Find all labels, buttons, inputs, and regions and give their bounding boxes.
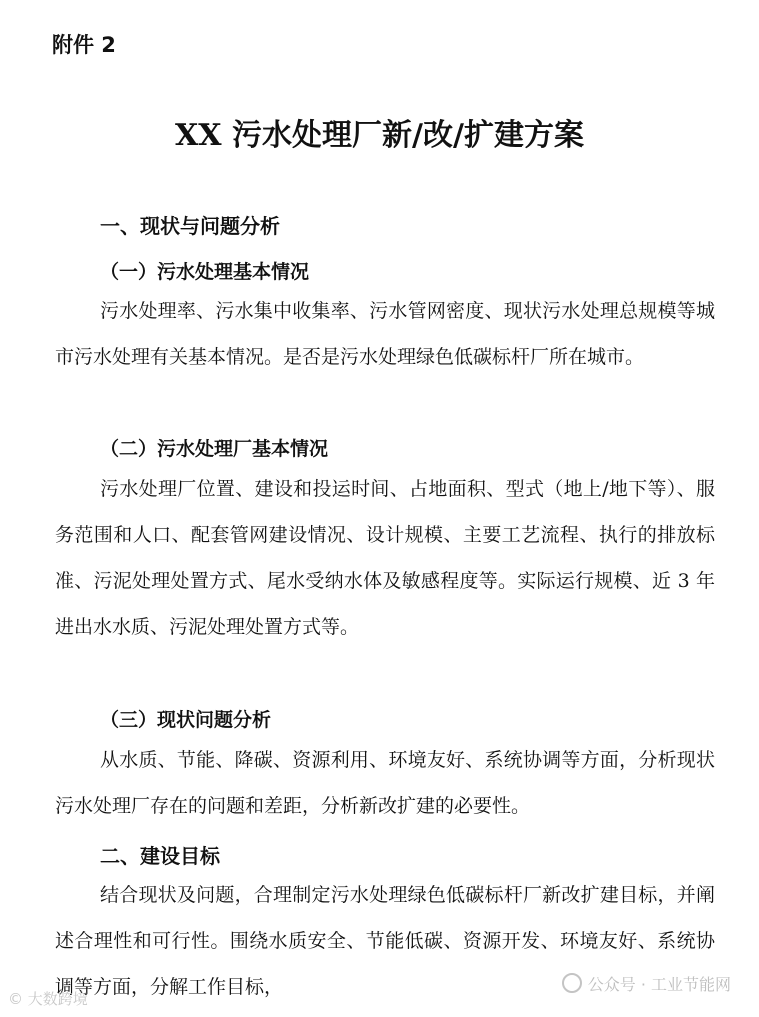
watermark-left: © 大数跨境 bbox=[8, 990, 88, 1008]
attachment-label: 附件 2 bbox=[52, 33, 116, 57]
section-1-1-heading: （一）污水处理基本情况 bbox=[100, 261, 310, 283]
watermark-right-text: 公众号 · 工业节能网 bbox=[587, 975, 731, 994]
section-1-2-heading: （二）污水处理厂基本情况 bbox=[100, 438, 329, 460]
section-1-3-heading: （三）现状问题分析 bbox=[100, 709, 272, 731]
section-1-1-paragraph: 污水处理率、污水集中收集率、污水管网密度、现状污水处理总规模等城市污水处理有关基本情况。是否是污水处理绿色低碳标杆厂所在城市。 bbox=[55, 300, 715, 368]
watermark-right bbox=[562, 972, 731, 995]
section-1-2-paragraph: 污水处理厂位置、建设和投运时间、占地面积、型式（地上/地下等）、服务范围和人口、配套管网建设情况、设计规模、主要工艺流程、执行的排放标准、污泥处理处置方式、尾水受纳水体及敏感程度等。实际运行规模、近 3 年进出水水质、污泥处理处置方式等。 bbox=[55, 478, 715, 638]
section-2-heading: 二、建设目标 bbox=[100, 844, 220, 868]
section-1-heading: 一、现状与问题分析 bbox=[100, 214, 280, 238]
section-1-3-paragraph: 从水质、节能、降碳、资源利用、环境友好、系统协调等方面，分析现状污水处理厂存在的问题和差距，分析新改扩建的必要性。 bbox=[55, 749, 715, 817]
wechat-icon bbox=[562, 973, 582, 993]
document-title: XX 污水处理厂新/改/扩建方案 bbox=[175, 118, 584, 153]
section-2-paragraph: 结合现状及问题，合理制定污水处理绿色低碳标杆厂新改扩建目标，并阐述合理性和可行性。围绕水质安全、节能低碳、资源开发、环境友好、系统协调等方面，分解工作目标， bbox=[55, 884, 715, 998]
